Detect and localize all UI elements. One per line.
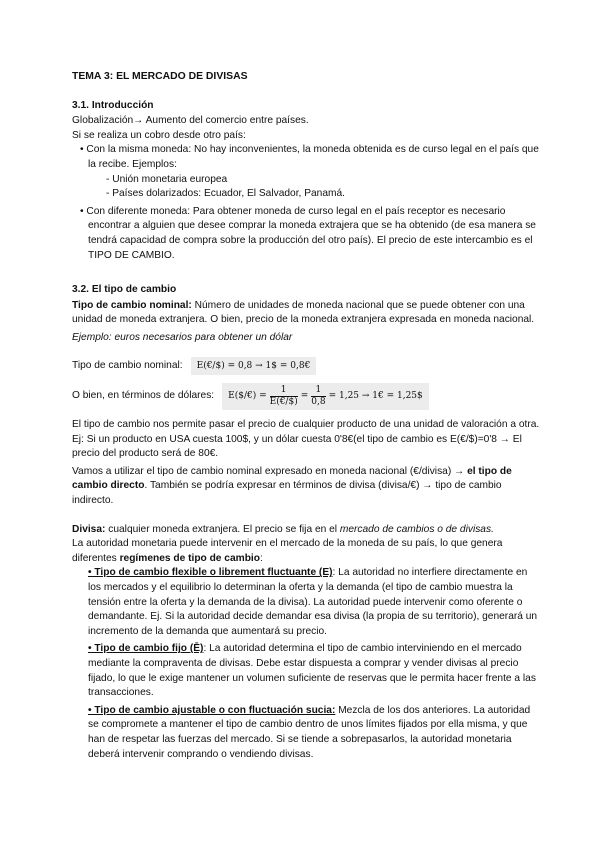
formula-eq: = [300, 391, 309, 402]
regime-label: • Tipo de cambio flexible o librement fluctuante (E) [88, 567, 333, 579]
paragraph: Globalización→ Aumento del comercio entre países. [72, 115, 309, 127]
formula-dollars [222, 383, 429, 410]
paragraph [72, 537, 542, 566]
text-run: La autoridad monetaria puede intervenir en el mercado de la moneda de su país, lo que genera diferentes [72, 538, 503, 564]
formula-right: = 1,25 → 1€ = 1,25$ [328, 391, 423, 402]
paragraph [72, 465, 542, 509]
regime-label: • Tipo de cambio fijo (Ē) [88, 643, 204, 655]
section-2-heading: 3.2. El tipo de cambio [72, 284, 177, 296]
formula-nominal: E(€/$) = 0,8 → 1$ = 0,8€ [191, 357, 317, 376]
document-page [72, 70, 542, 762]
sub-item: - Países dolarizados: Ecuador, El Salvador, Panamá. [106, 188, 345, 200]
text-run: Vamos a utilizar el tipo de cambio nominal expresado en moneda nacional (€/divisa) → [72, 465, 468, 477]
bullet-item: • Con diferente moneda: Para obtener moneda de curso legal en el país receptor es necesario encontrar a alguien que desee comprar la moneda extrajera que se ha obtenido (de esa manera se tendrá capacidad de compra sobre la producción del otro país). El precio de este intercambio es el TIPO DE CAMBIO. [80, 205, 536, 261]
regime-text: : La autoridad determina el tipo de cambio interviniendo en el mercado mediante la compraventa de divisas. Debe estar dispuesta a comprar y vender divisas al precio fijado, lo que le exige mantener un volumen suficiente de reservas que le permita hacer frente a las transacciones. [88, 643, 536, 699]
fraction-denominator: 0,8 [311, 397, 326, 408]
section-1-heading: 3.1. Introducción [72, 99, 154, 111]
fraction-numerator: 1 [270, 385, 298, 397]
regime-label: • Tipo de cambio ajustable o con fluctuación sucia: [88, 704, 336, 716]
bold-term: Divisa: [72, 523, 106, 535]
text-run: cualquier moneda extranjera. El precio se fija en el [105, 523, 340, 535]
italic-term: mercado de cambios o de divisas. [339, 523, 494, 535]
bold-term: regímenes de tipo de cambio [119, 552, 260, 564]
regime-flexible [72, 566, 542, 639]
regime-text: Mezcla de los dos anteriores. La autoridad se compromete a mantener el tipo de cambio dentro de unos límites fijados por ella misma, y que han de respetar las fuerzas del mercado. Si se tiende a sobrepasarlos, la autoridad monetaria deberá intervenir comprando o vendiendo divisas. [88, 704, 531, 760]
bold-term: el tipo de cambio directo [72, 465, 512, 492]
paragraph: Si se realiza un cobro desde otro país: [72, 129, 246, 141]
definition-label: Tipo de cambio nominal: [72, 299, 192, 311]
sub-item: - Unión monetaria europea [106, 173, 228, 185]
regime-ajustable [72, 704, 542, 762]
fraction [311, 385, 325, 408]
formula-label: O bien, en términos de dólares: [72, 390, 215, 402]
text-run: : [259, 552, 263, 564]
text-run: . También se podría expresar en términos de divisa (divisa/€) → tipo de cambio indirecto. [72, 480, 502, 507]
document-title: TEMA 3: EL MERCADO DE DIVISAS [72, 71, 248, 82]
paragraph: El tipo de cambio nos permite pasar el precio de cualquier producto de una unidad de valoración a otra. Ej: Si un producto en USA cuesta 100$, y un dólar cuesta 0'8€(el tipo de cambio es E(€/$)=0'8 → El precio del producto será de 80€. [72, 419, 540, 460]
definition [72, 299, 542, 328]
regime-text: : La autoridad no interfiere directamente en los mercados y el equilibrio lo determinan la oferta y la demanda (el tipo de cambio muestra la tensión entre la oferta y la demanda de la divisa). La autoridad puede intervenir como oferente o demandante. Ej. Si la autoridad decide demandar esa divisa (la propia de su territorio), generará un incremento de la demanda que aumentará su precio. [88, 567, 538, 637]
fraction [270, 385, 298, 408]
formula-left: E($/€) = [228, 391, 267, 402]
bullet-item: • Con la misma moneda: No hay inconvenientes, la moneda obtenida es de curso legal en el país que la recibe. Ejemplos: [80, 144, 539, 170]
fraction-denominator: E(€/$) [269, 397, 298, 408]
fraction-numerator: 1 [311, 385, 325, 397]
formula-label: Tipo de cambio nominal: [72, 359, 183, 371]
paragraph-divisa [72, 523, 542, 538]
definition-text: Número de unidades de moneda nacional que se puede obtener con una unidad de moneda extranjera. O bien, precio de la moneda extranjera expresada en moneda nacional. [72, 299, 535, 326]
regime-fijo [72, 642, 542, 700]
example-caption: Ejemplo: euros necesarios para obtener un dólar [72, 331, 293, 343]
